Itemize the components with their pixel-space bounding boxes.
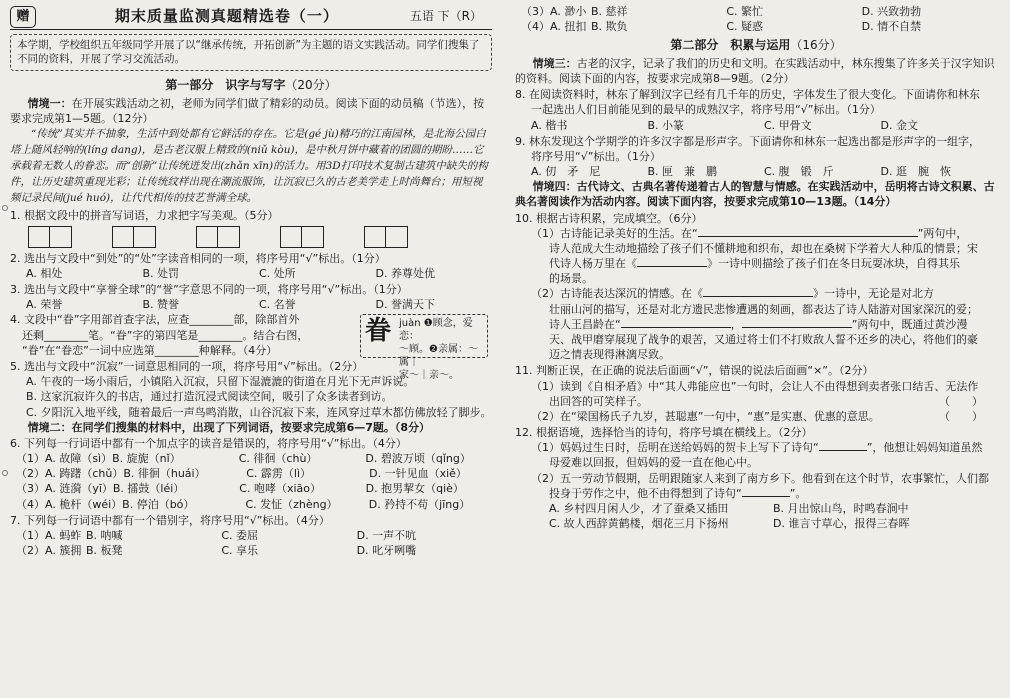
question-8: 8. 在阅读资料时，林东了解到汉字已经有几千年的历史，字体发生了很大变化。下面请你和林东	[515, 88, 980, 102]
q7-row	[10, 528, 492, 543]
question-12: 12. 根据语境，选择恰当的诗句，将序号填在横线上。（2分）	[515, 426, 813, 440]
scenario1	[10, 96, 492, 126]
option[interactable]: C. 疑惑	[726, 20, 764, 34]
option[interactable]: （3）A. 涟漪（yī）	[16, 482, 113, 496]
text: （2）古诗能表达深沉的情感。在《	[531, 287, 703, 301]
option[interactable]: C. 委屈	[221, 528, 259, 542]
option[interactable]: A. 楷书	[531, 118, 568, 132]
text: （1）古诗能记录美好的生活。在“	[531, 226, 698, 240]
word-box[interactable]	[364, 226, 408, 248]
q12-item-1	[515, 440, 997, 455]
option[interactable]: （1）A. 蚂蚱	[16, 528, 82, 542]
text: （2）在“梁国杨氏子九岁，甚聪惠”一句中，“惠”是实惠、优惠的意思。	[531, 409, 880, 423]
answer-blank[interactable]	[742, 496, 790, 497]
text: ”，他想让妈妈知道虽然	[866, 441, 983, 455]
answer-blank[interactable]	[698, 236, 808, 237]
scenario3-text: 古老的汉字，记录了我们的历史和文明。在实践活动中，林东搜集了许多关于汉字知识的资料。阅读下面的内容，按要求完成第8—9题。（2分）	[515, 56, 995, 86]
scenario3	[515, 56, 997, 86]
text: 》一诗中，无论是对北方	[813, 287, 934, 301]
q4-line: “眷”在“眷恋”一词中应选第________种解释。（4分）	[22, 343, 278, 357]
option[interactable]: B. 呐喊	[86, 528, 123, 542]
part2-title: 第二部分 积累与运用	[670, 38, 791, 53]
option[interactable]: B. 停泊（bó）	[122, 497, 195, 511]
text: 投身于劳作之中，他不由得想到了诗句“	[549, 486, 742, 500]
option[interactable]: B. 慈祥	[591, 5, 628, 18]
option[interactable]: D. 矜持不苟（jīng）	[368, 497, 471, 511]
option[interactable]: C. 故人西辞黄鹤楼，烟花三月下扬州	[549, 517, 729, 531]
intro-text: 本学期，学校组织五年级同学开展了以“继承传统，开拓创新”为主题的语文实践活动。同学们搜集了不同的资料，开展了学习交流活动。	[17, 39, 480, 66]
intro-box	[10, 34, 492, 71]
q11-item-2	[515, 409, 997, 424]
exam-header	[10, 4, 492, 30]
option[interactable]: C. 夕阳沉入地平线，随着最后一声鸟鸣消散，山谷沉寂下来，连风穿过草木都仿佛放轻了脚步。	[26, 405, 492, 419]
word-box[interactable]	[28, 226, 72, 248]
word-box[interactable]	[196, 226, 240, 248]
option[interactable]: C. 霹雳（lì）	[246, 467, 312, 481]
option[interactable]: A. 荣誉	[26, 298, 63, 312]
option[interactable]: A. 相处	[26, 266, 63, 280]
option[interactable]: C. 咆哮（xiāo）	[239, 482, 321, 496]
option[interactable]: （4）A. 桅杆（wéi）	[16, 497, 123, 511]
option[interactable]: （2）A. 踌躇（chǔ）	[16, 467, 124, 481]
part1-title: 第一部分 识字与写字	[165, 77, 286, 92]
text: 》一诗中则描绘了孩子们在冬日玩耍冰块，自得其乐	[707, 257, 960, 271]
answer-blank[interactable]	[621, 327, 731, 328]
part1-points: （20分）	[285, 77, 337, 92]
q10-item-1-cont: 诗人范成大生动地描绘了孩子们不懂耕地和织布，却也在桑树下学着大人种瓜的情景；宋	[549, 241, 978, 255]
text: 代诗人杨万里在《	[549, 257, 637, 271]
option[interactable]: B. 赞誉	[142, 298, 180, 312]
text: ”两句中，	[917, 226, 968, 240]
option[interactable]: C. 繁忙	[726, 5, 764, 18]
question-11: 11. 判断正误，在正确的说法后面画“√”，错误的说法后面画“×”。（2分）	[515, 364, 874, 378]
part2-points: （16分）	[790, 38, 842, 53]
option[interactable]: C. 处所	[259, 266, 296, 280]
option[interactable]: A. 午夜的一场小雨后，小镇陷入沉寂，只留下湿漉漉的街道在月光下无声诉说。	[26, 375, 415, 389]
dictionary-line: 家～｜亲～。	[399, 370, 459, 382]
option[interactable]: B. 板凳	[86, 544, 123, 558]
option[interactable]: D. 兴致勃勃	[861, 5, 922, 18]
question-3: 3. 选出与文段中“享誉全球”的“誉”字意思不同的一项，将序号用“√”标出。（1分）	[10, 283, 408, 297]
q9-options	[515, 164, 997, 179]
option[interactable]: D. 碧波万顷（qǐng）	[365, 452, 471, 466]
dictionary-entry	[360, 314, 488, 382]
scenario2-text: 在同学们搜集的材料中，出现了下列词语，按要求完成第6—7题。（8分）	[71, 420, 431, 434]
gift-badge: 赠	[10, 6, 36, 28]
q10-item-2	[515, 286, 997, 301]
q3-options	[10, 297, 492, 312]
option[interactable]: C. 名誉	[259, 298, 296, 312]
dictionary-line: juàn ❶顾念，爱恋：	[399, 318, 473, 343]
text: ”。	[789, 486, 807, 500]
answer-blank[interactable]	[819, 450, 867, 451]
q10-item-1-cont	[515, 256, 997, 271]
question-7: 7. 下列每一行词语中都有一个错别字，将序号用“√”标出。（4分）	[10, 513, 330, 527]
option[interactable]: B. 月出惊山鸟，时鸣春涧中	[773, 501, 909, 515]
option[interactable]: D. 一声不吭	[356, 528, 417, 542]
exam-title: 期末质量监测真题精选卷（一）	[114, 7, 339, 26]
q10-item-1	[515, 226, 997, 241]
text: （1）妈妈过生日时，岳明在送给妈妈的贺卡上写下了诗句“	[531, 441, 819, 455]
q8-options	[515, 118, 997, 133]
part2-heading	[515, 37, 997, 54]
option[interactable]: D. 誉满天下	[375, 298, 435, 312]
dictionary-char: 眷	[365, 316, 392, 347]
part1-heading	[10, 77, 492, 94]
scenario2-lead: 情境二：	[27, 420, 72, 434]
scenario1-lead: 情境一：	[27, 96, 72, 110]
answer-blank[interactable]	[808, 236, 918, 237]
scenario2	[10, 420, 492, 435]
option[interactable]: B. 小篆	[647, 118, 685, 132]
text: ”两句中，既通过黄沙漫	[851, 317, 968, 331]
option[interactable]: B. 旋旎（nǐ）	[112, 452, 181, 466]
q12-item-2-cont	[515, 486, 997, 501]
question-5: 5. 选出与文段中“沉寂”一词意思相同的一项，将序号用“√”标出。（2分）	[10, 360, 364, 373]
q6-row	[10, 466, 492, 481]
option[interactable]: C. 享乐	[221, 544, 259, 558]
answer-blank[interactable]	[742, 327, 852, 328]
option[interactable]: C. 腹 锻 斤	[764, 165, 834, 179]
q4-line: 4. 文段中“眷”字用部首查字法，应查________部，除部首外	[10, 313, 300, 327]
word-box[interactable]	[112, 226, 156, 248]
option[interactable]: B. 处罚	[142, 266, 180, 280]
option[interactable]: D. 金文	[880, 118, 918, 132]
answer-blank[interactable]	[703, 296, 813, 297]
word-box[interactable]	[280, 226, 324, 248]
option[interactable]: D. 谁言寸草心，报得三春晖	[773, 517, 910, 531]
option[interactable]: D. 叱牙咧嘴	[356, 544, 417, 558]
text: 诗人王昌龄在“	[549, 317, 621, 331]
q10-item-2-cont: 诗人王昌龄在“ ， ”两句中，既通过黄沙漫	[549, 317, 968, 331]
option[interactable]: B. 徘徊（huái）	[123, 467, 206, 481]
q7-row	[515, 19, 997, 34]
right-page	[505, 0, 1005, 698]
option[interactable]: B. 擂鼓（léi）	[112, 482, 185, 496]
option[interactable]: C. 发怔（zhèng）	[245, 497, 338, 511]
writing-boxes	[10, 226, 492, 248]
q10-item-2-cont: 天、战甲磨穿展现了战争的艰苦，又通过将士们不打败敌人誓不还乡的决心，将他们的豪	[549, 332, 978, 346]
question-9: 9. 林东发现这个学期学的许多汉字都是形声字。下面请你和林东一起选出都是形声字的一组字，	[515, 134, 980, 148]
answer-paren[interactable]: （ ）	[939, 409, 983, 423]
option[interactable]: A. 仞 矛 尼	[531, 165, 601, 179]
option[interactable]: A. 乡村四月闲人少，才了蚕桑又插田	[549, 501, 729, 515]
scenario1-text: 在开展实践活动之初，老师为同学们做了精彩的动员。阅读下面的动员稿（节选），按要求完成第1—5题。（12分）	[10, 96, 485, 125]
q12-options	[515, 501, 997, 516]
option[interactable]: （1）A. 故障（sì）	[16, 452, 113, 466]
scenario4-text: 古代诗文、古典名著传递着古人的智慧与情感。在实践活动中，岳明将古诗文积累、古典名著阅读作为活动内容。阅读下面内容，按要求完成第10—13题。（14分）	[515, 180, 995, 209]
scenario4-lead: 情境四：	[532, 180, 577, 194]
question-8-cont: 一起选出人们目前能见到的最早的成熟汉字，将序号用“√”标出。（1分）	[531, 103, 881, 117]
q12-item-2: （2）五一劳动节假期，岳明跟随家人来到了南方乡下。他看到在这个时节，农事繁忙，人们都	[531, 471, 989, 485]
answer-blank[interactable]	[637, 266, 707, 267]
grade-label: 五语 下（R）	[409, 9, 482, 24]
q6-row	[10, 451, 492, 466]
reading-passage: “传统”其实并不抽象，生活中到处都有它鲜活的存在。它是(gé jù)精巧的江南园林，是北海公园白塔上随风轻响的(líng dang)，是古老汉服上精致的(niǔ kòu)，是中秋月饼中藏着的团圆的期盼……它承载着无数人的眷恋。而“创新”让传统迸发出(zhǎn xīn)的活力。用3D打印技术复制古建筑中缺失的构件，让历史建筑重现光彩；让传统纹样出现在潮流服饰，让沉寂已久的古老美学走上时尚舞台；用短视频记录民间(jué huó)，让代代相传的技艺誉满全球。	[10, 127, 488, 204]
left-page	[0, 0, 500, 698]
question-9-cont: 将序号用“√”标出。（1分）	[531, 149, 661, 163]
q11-item-1: （1）读到《自相矛盾》中“其人弗能应也”一句时，会让人不由得想到卖者张口结舌、无法作	[531, 379, 979, 393]
q6-row	[10, 481, 492, 496]
question-6: 6. 下列每一行词语中都有一个加点字的读音是错误的，将序号用“√”标出。（4分）	[10, 436, 407, 450]
q10-item-2-cont: 迈之情表现得淋漓尽致。	[549, 348, 670, 362]
question-2: 2. 选出与文段中“到处”的“处”字读音相同的一项，将序号用“√”标出。（1分）	[10, 251, 386, 265]
dictionary-line: ～顾。❷亲属：～属｜	[399, 344, 478, 369]
q10-item-1-cont: 的场景。	[549, 272, 593, 286]
option[interactable]: C. 甲骨文	[764, 118, 812, 132]
q12-options	[515, 516, 997, 531]
answer-paren[interactable]: （ ）	[939, 394, 983, 408]
text: 出回答的可笑样子。	[549, 394, 648, 408]
option[interactable]: B. 这家沉寂许久的书店，通过打造沉浸式阅读空间，吸引了众多读者到访。	[26, 390, 393, 404]
question-10: 10. 根据古诗积累，完成填空。（6分）	[515, 211, 703, 225]
option[interactable]: D. 情不自禁	[861, 20, 922, 34]
scenario3-lead: 情境三：	[532, 56, 577, 70]
q10-item-2-cont: 壮丽山河的描写，还是对北方遗民悲惨遭遇的刻画，都表达了诗人陆游对国家深沉的爱；	[549, 302, 978, 316]
option[interactable]: （2）A. 簇拥	[16, 544, 82, 558]
q12-item-1-cont: 母爱难以回报，但妈妈的爱一直在他心中。	[549, 456, 758, 470]
q7-row	[10, 543, 492, 558]
question-1: 1. 根据文段中的拼音写词语，力求把字写美观。（5分）	[10, 208, 279, 222]
option[interactable]: D. 逛 腕 恢	[880, 165, 951, 179]
q2-options	[10, 266, 492, 281]
option[interactable]: B. 欺负	[591, 20, 628, 34]
option[interactable]: （4）A. 扭扣	[521, 20, 587, 34]
option[interactable]: C. 徘徊（chù）	[238, 452, 318, 466]
option[interactable]: D. 抱男挈女（qiè）	[365, 482, 464, 496]
q6-row	[10, 497, 492, 512]
q11-item-1-cont	[515, 394, 997, 409]
q4-line: 还剩________笔。“眷”字的第四笔是________。结合右图，	[22, 328, 309, 342]
option[interactable]: D. 养尊处优	[375, 266, 435, 280]
scenario4	[515, 179, 997, 209]
option[interactable]: （3）A. 渺小	[521, 5, 587, 18]
option[interactable]: D. 一针见血（xiě）	[369, 467, 467, 481]
option[interactable]: B. 匣 兼 鹏	[647, 165, 718, 179]
q7-row	[515, 4, 997, 19]
